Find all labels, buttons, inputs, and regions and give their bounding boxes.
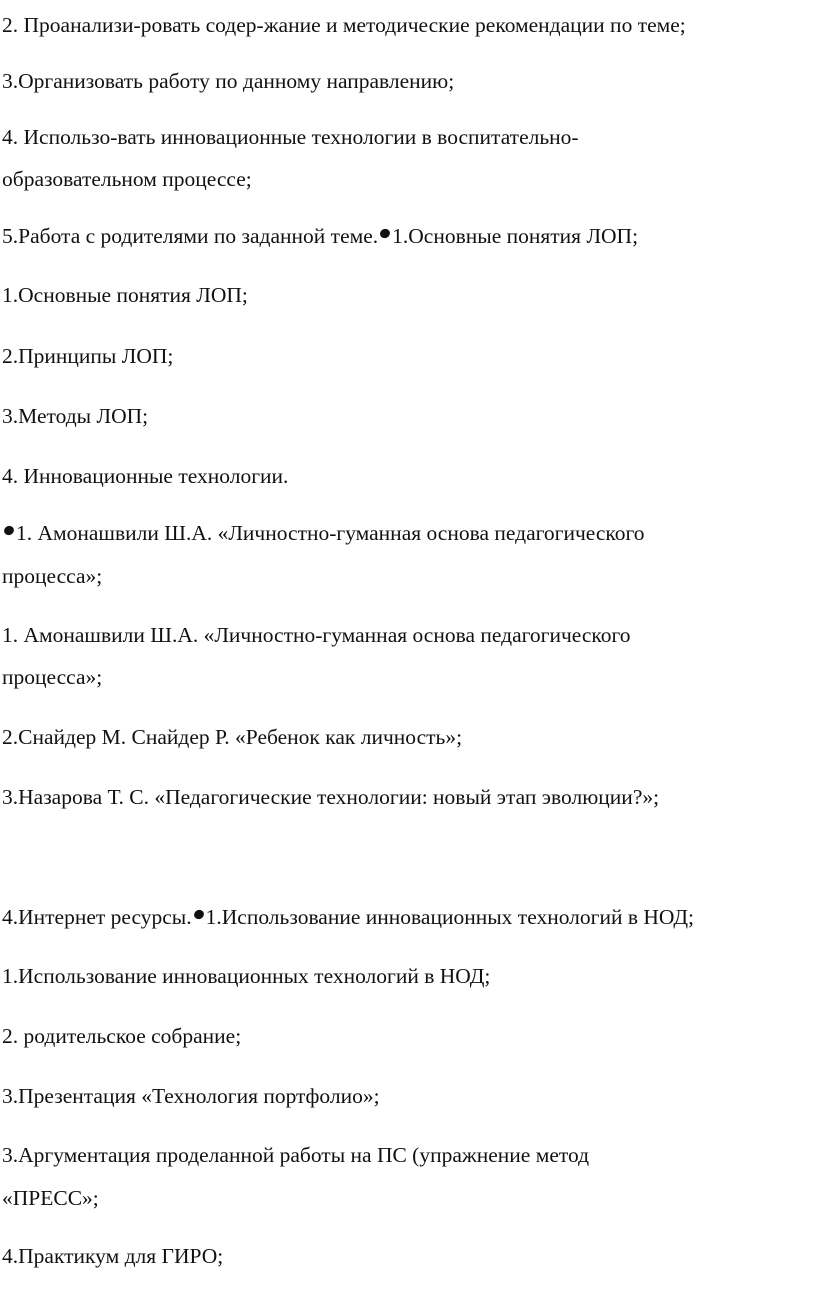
line-text: 3.Назарова Т. С. «Педагогические технологии: новый этап эволюции?»; bbox=[2, 785, 660, 809]
text-line bbox=[2, 1023, 241, 1049]
line-text: 3.Методы ЛОП; bbox=[2, 404, 149, 428]
text-line bbox=[2, 904, 694, 930]
line-text: «ПРЕСС»; bbox=[2, 1186, 99, 1210]
line-text: 2. родительское собрание; bbox=[2, 1024, 242, 1048]
text-line bbox=[2, 1185, 99, 1211]
text-line bbox=[2, 563, 102, 589]
line-text: 2.Принципы ЛОП; bbox=[2, 344, 174, 368]
line-text: процесса»; bbox=[2, 665, 103, 689]
text-line bbox=[2, 1083, 380, 1109]
bullet-icon bbox=[3, 524, 16, 536]
line-text: 4. Инновационные технологии. bbox=[2, 464, 289, 488]
line-text: 1.Использование инновационных технологий в НОД; bbox=[205, 905, 695, 929]
text-line bbox=[2, 963, 490, 989]
line-text: 3.Презентация «Технология портфолио»; bbox=[2, 1084, 380, 1108]
text-line bbox=[2, 343, 173, 369]
bullet-icon bbox=[379, 227, 392, 239]
text-line bbox=[2, 463, 288, 489]
text-line bbox=[2, 1243, 223, 1269]
text-line bbox=[2, 124, 579, 150]
line-text: процесса»; bbox=[2, 564, 103, 588]
text-line bbox=[2, 520, 645, 546]
text-line bbox=[2, 784, 659, 810]
line-text: 1.Основные понятия ЛОП; bbox=[2, 283, 248, 307]
text-line bbox=[2, 223, 638, 249]
text-line bbox=[2, 282, 248, 308]
line-text: 4.Интернет ресурсы. bbox=[2, 905, 192, 929]
text-line bbox=[2, 622, 631, 648]
line-text: образовательном процессе; bbox=[2, 167, 252, 191]
line-text: 4. Использо-вать инновационные технологии в воспитательно- bbox=[2, 125, 579, 149]
text-line bbox=[2, 68, 454, 94]
line-text: 1. Амонашвили Ш.А. «Личностно-гуманная основа педагогического bbox=[2, 623, 631, 647]
line-text: 2. Проанализи-ровать содер-жание и методические рекомендации по теме; bbox=[2, 13, 686, 37]
line-text: 5.Работа с родителями по заданной теме. bbox=[2, 224, 379, 248]
line-text: 1.Использование инновационных технологий в НОД; bbox=[2, 964, 491, 988]
line-text: 3.Аргументация проделанной работы на ПС (упражнение метод bbox=[2, 1143, 590, 1167]
text-line bbox=[2, 12, 686, 38]
text-line bbox=[2, 724, 462, 750]
bullet-icon bbox=[192, 908, 205, 920]
line-text: 3.Организовать работу по данному направлению; bbox=[2, 69, 455, 93]
line-text: 1. Амонашвили Ш.А. «Личностно-гуманная основа педагогического bbox=[16, 521, 645, 545]
line-text: 2.Снайдер М. Снайдер Р. «Ребенок как личность»; bbox=[2, 725, 463, 749]
text-line bbox=[2, 166, 252, 192]
line-text: 4.Практикум для ГИРО; bbox=[2, 1244, 224, 1268]
line-text: 1.Основные понятия ЛОП; bbox=[392, 224, 639, 248]
text-line bbox=[2, 1142, 589, 1168]
text-line bbox=[2, 403, 148, 429]
text-line bbox=[2, 664, 102, 690]
